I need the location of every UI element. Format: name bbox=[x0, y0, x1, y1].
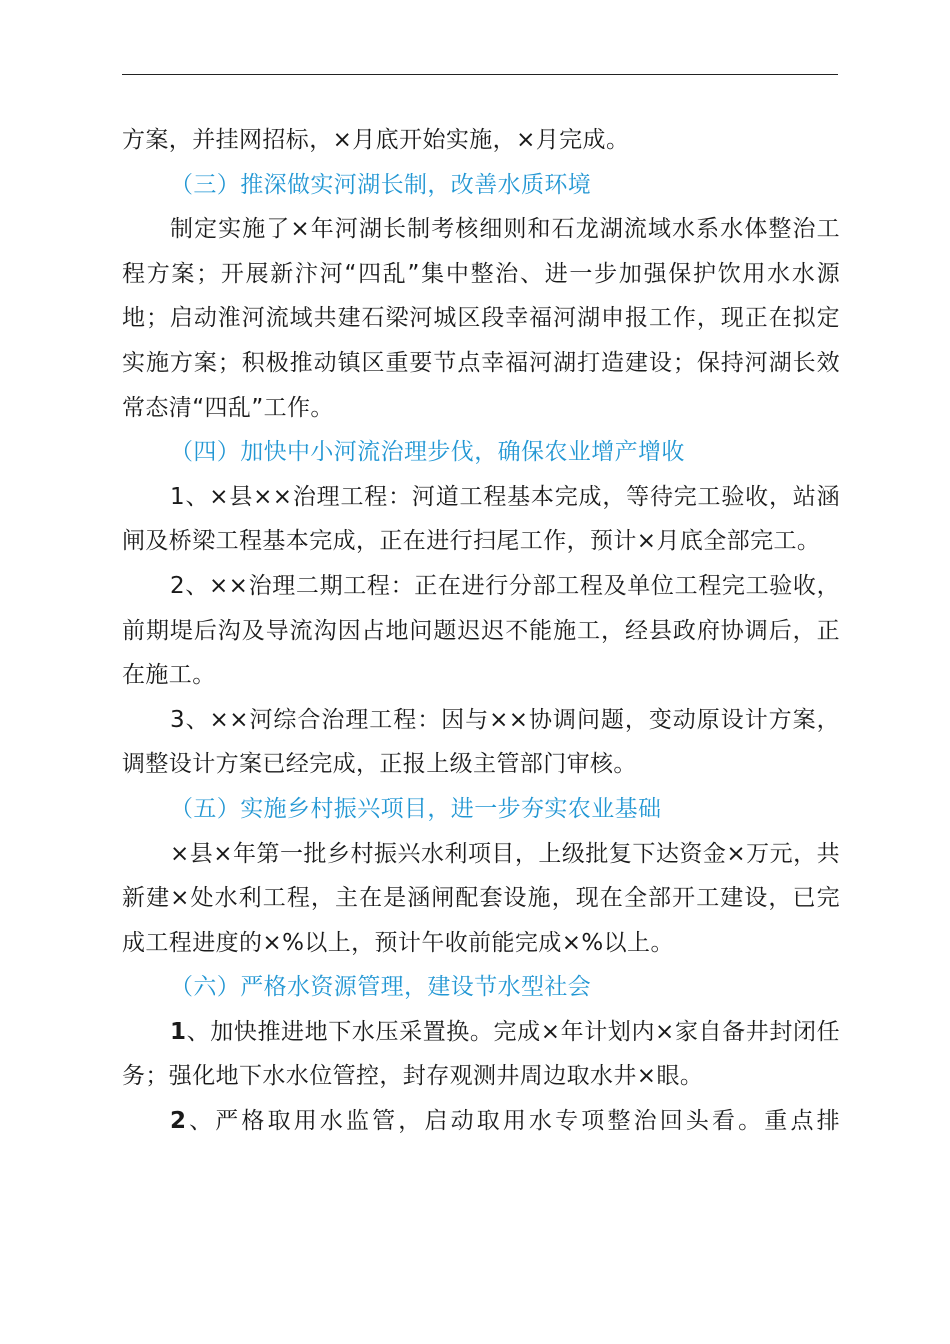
item-number: 1 bbox=[170, 1018, 187, 1045]
paragraph-item-3: 3、××河综合治理工程：因与××协调问题，变动原设计方案，调整设计方案已经完成，正报上级主管部门审核。 bbox=[122, 706, 840, 778]
section-heading-6: （六）严格水资源管理，建设节水型社会 bbox=[170, 974, 592, 1001]
section-heading-5: （五）实施乡村振兴项目，进一步夯实农业基础 bbox=[170, 795, 662, 822]
item-number: 2 bbox=[170, 1108, 187, 1135]
header-rule bbox=[122, 74, 838, 75]
paragraph-water-item-2 bbox=[122, 1099, 840, 1144]
paragraph-river-lake-chief: 制定实施了×年河湖长制考核细则和石龙湖流域水系水体整治工程方案；开展新汴河“四乱”集中整治、进一步加强保护饮用水水源地；启动淮河流域共建石梁河城区段幸福河湖申报工作，现正在拟定实施方案；积极推动镇区重要节点幸福河湖打造建设；保持河湖长效常态清“四乱”工作。 bbox=[122, 216, 840, 421]
section-heading-4: （四）加快中小河流治理步伐，确保农业增产增收 bbox=[170, 439, 685, 466]
paragraph-water-item-1 bbox=[122, 1010, 840, 1099]
paragraph-item-1: 1、×县××治理工程：河道工程基本完成，等待完工验收，站涵闸及桥梁工程基本完成，正在进行扫尾工作，预计×月底全部完工。 bbox=[122, 483, 840, 555]
paragraph-item-2: 2、××治理二期工程：正在进行分部工程及单位工程完工验收，前期堤后沟及导流沟因占地问题迟迟不能施工，经县政府协调后，正在施工。 bbox=[122, 572, 840, 689]
section-heading-3: （三）推深做实河湖长制，改善水质环境 bbox=[170, 171, 592, 198]
item-text: 、严格取用水监管，启动取用水专项整治回头看。重点排 bbox=[186, 1108, 840, 1135]
paragraph-rural-revitalization: ×县×年第一批乡村振兴水利项目，上级批复下达资金×万元，共新建×处水利工程，主在是涵闸配套设施，现在全部开工建设，已完成工程进度的×%以上，预计午收前能完成×%以上。 bbox=[122, 840, 840, 956]
item-text: 、加快推进地下水压采置换。完成×年计划内×家自备井封闭任务；强化地下水水位管控，封存观测井周边取水井×眼。 bbox=[122, 1018, 840, 1090]
paragraph-continuation: 方案，并挂网招标，×月底开始实施，×月完成。 bbox=[122, 127, 630, 153]
document-body bbox=[122, 118, 840, 1144]
